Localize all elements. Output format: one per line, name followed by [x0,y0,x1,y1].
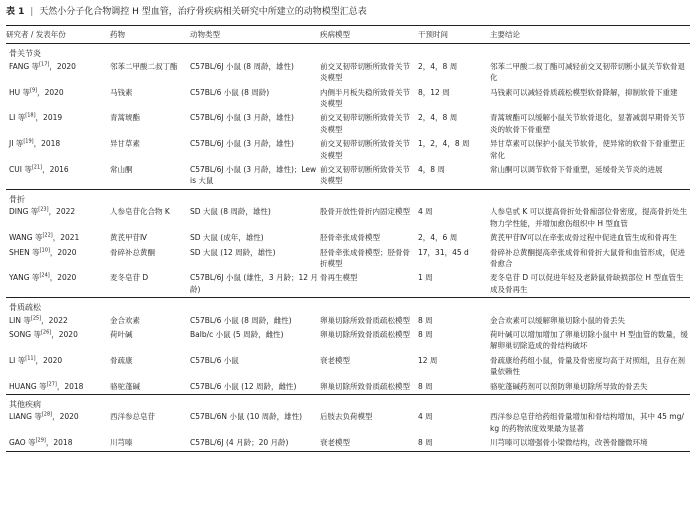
cell-animal: C57BL/6J 小鼠 (3 月龄，雄性) [190,113,294,123]
cell-time: 2，4，8 周 [418,61,458,71]
reference-number: [9] [30,87,38,94]
header-animal: 动物类型 [190,26,320,44]
cell-animal: C57BL/6J 小鼠 (雄性，3 月龄；12 月龄) [190,273,318,294]
cell-drug: 麦冬皂苷 D [110,273,149,283]
publication-year: ，2022 [48,207,76,217]
reference-number: [18] [25,112,36,119]
cell-animal: SD 大鼠 (成年，雄性) [190,233,264,243]
cell-model: 前交叉韧带切断所致骨关节炎模型 [320,113,410,134]
cell-drug: 异甘草素 [110,139,140,149]
cell-time: 12 周 [418,355,438,365]
header-author: 研究者 / 发表年份 [6,26,110,44]
cell-drug: 青蒿琥酯 [110,113,140,123]
author-name: YANG 等 [9,273,40,283]
author-name: WANG 等 [9,233,43,243]
reference-number: [28] [41,411,53,418]
cell-model: 前交叉韧带切断所致骨关节炎模型 [320,165,410,186]
cell-author [6,231,110,245]
author-name: GAO 等 [9,438,36,448]
group-title: 骨折 [6,189,690,205]
table-row [6,86,690,112]
cell-conclusion: 异甘草素可以保护小鼠关节软骨，使异常的软骨下骨重塑正常化 [490,139,685,160]
cell-animal: C57BL/6J 小鼠 (3 月龄，雄性)；Lewis 大鼠 [190,165,317,186]
cell-animal: C57BL/6 小鼠 (8 周龄，雌性) [190,315,292,325]
cell-drug: 西洋参总皂苷 [110,412,155,422]
cell-drug: 马钱素 [110,87,133,97]
cell-time: 4，8 周 [418,165,445,175]
group-header-row [6,298,690,314]
table-caption [6,6,690,18]
publication-year: ，2016 [42,165,69,175]
cell-conclusion: 金合欢素可以缓解卵巢切除小鼠的骨丢失 [490,315,625,325]
author-name: HUANG 等 [9,381,47,391]
cell-author [6,111,110,137]
cell-author [6,271,110,297]
publication-year: ，2020 [49,273,77,283]
header-drug: 药物 [110,26,190,44]
publication-year: ，2018 [56,381,84,391]
cell-model: 卵巢切除所致骨质疏松模型 [320,315,410,325]
author-name: LI 等 [9,355,26,365]
cell-drug: 人参皂苷化合物 K [110,207,170,217]
cell-drug: 黄芪甲苷Ⅳ [110,233,147,243]
cell-time: 2，4，6 周 [418,233,458,243]
cell-model: 骨再生模型 [320,273,358,283]
reference-number: [19] [23,138,34,145]
table-row [6,246,690,272]
cell-animal: Balb/c 小鼠 (5 周龄，雌性) [190,329,284,339]
cell-author [6,246,110,272]
header-time: 干预时间 [418,26,490,44]
publication-year: ，2020 [52,412,79,422]
cell-author [6,205,110,231]
cell-time: 8，12 周 [418,87,450,97]
author-name: CUI 等 [9,165,32,175]
caption-separator: | [30,7,34,17]
table-row [6,354,690,380]
cell-animal: C57BL/6 小鼠 (8 周龄) [190,87,270,97]
cell-drug: 邻苯二甲酸二叔丁酯 [110,61,178,71]
cell-model: 后肢去负荷模型 [320,412,373,422]
cell-conclusion: 西洋参总皂苷给药组骨量增加和骨结构增加，其中 45 mg/kg 的药物浓度效果最为显著 [490,412,684,433]
publication-year: ，2018 [33,139,61,149]
cell-drug: 常山酮 [110,165,133,175]
cell-model: 衰老模型 [320,436,418,451]
cell-animal: C57BL/6J (4 月龄；20 月龄) [190,436,320,451]
cell-model: 胫骨牵张成骨模型 [320,233,380,243]
cell-conclusion: 骨疏康给药组小鼠，骨量及骨密度均高于对照组，且存在剂量依赖性 [490,355,685,377]
cell-model: 前交叉韧带切断所致骨关节炎模型 [320,139,410,160]
table-title: 天然小分子化合物调控 H 型血管，治疗骨疾病相关研究中所建立的动物模型汇总表 [39,7,367,17]
reference-number: [27] [46,381,57,388]
header-model: 疾病模型 [320,26,418,44]
header-conclusion: 主要结论 [490,26,690,44]
reference-number: [10] [39,247,50,253]
cell-time: 8 周 [418,381,433,391]
table-row [6,163,690,189]
cell-animal: C57BL/6J 小鼠 (3 月龄，雄性) [190,139,294,149]
publication-year: ，2019 [35,113,63,123]
cell-animal: C57BL/6N 小鼠 (10 周龄，雄性) [190,412,303,422]
cell-conclusion: 麦冬皂苷 D 可以促进年轻及老龄鼠骨缺损部位 H 型血管生成及骨再生 [490,273,684,294]
cell-drug: 骆驼蓬碱 [110,381,140,391]
table-row [6,111,690,137]
cell-model: 衰老模型 [320,355,350,365]
publication-year: ，2022 [41,315,68,325]
reference-number: [25] [30,315,42,322]
cell-model: 胫骨牵张成骨模型；胫骨骨折模型 [320,247,410,268]
reference-number: [17] [39,61,50,68]
table-row [6,314,690,328]
cell-model: 内侧半月板失稳所致骨关节炎模型 [320,87,410,109]
cell-author [6,137,110,163]
reference-number: [26] [40,329,52,336]
table-row [6,205,690,231]
cell-author [6,354,110,380]
cell-conclusion: 常山酮可以调节软骨下骨重塑，延缓骨关节炎的进展 [490,165,663,175]
cell-conclusion: 青蒿琥酯可以缓解小鼠关节软骨退化，显著减弱早期骨关节炎的软骨下骨重塑 [490,113,685,134]
author-name: LIANG 等 [9,412,42,422]
cell-animal: SD 大鼠 (12 周龄，雄性) [190,247,276,257]
cell-conclusion: 川芎嗪可以增强骨小梁微结构，改善骨髓微环境 [490,436,690,451]
cell-conclusion: 黄芪甲苷Ⅳ可以在牵张成骨过程中促进血管生成和骨再生 [490,233,677,243]
table-number: 表 1 [6,7,25,17]
reference-number: [21] [31,164,43,171]
cell-time: 8 周 [418,436,490,451]
cell-time: 8 周 [418,315,433,325]
table-row [6,410,690,436]
cell-conclusion: 骆驼蓬碱药剂可以预防卵巢切除所导致的骨丢失 [490,381,648,391]
publication-year: ，2020 [49,247,77,257]
cell-author [6,328,110,354]
cell-author [6,60,110,86]
cell-drug: 金合欢素 [110,315,140,325]
group-header-row [6,189,690,205]
table-row [6,436,690,451]
cell-time: 1，2，4，8 周 [418,139,470,149]
table-body [6,44,690,451]
table-row [6,380,690,395]
cell-drug: 川芎嗪 [110,436,190,451]
publication-year: ，2018 [45,438,73,448]
author-name: LI 等 [9,113,26,123]
group-header-row [6,394,690,410]
cell-author [6,410,110,436]
cell-animal: C57BL/6 小鼠 [190,355,239,365]
reference-number: [23] [38,206,49,213]
reference-number: [11] [25,355,36,362]
table-row [6,271,690,297]
group-header-row [6,44,690,60]
cell-author [6,86,110,112]
reference-number: [29] [35,437,46,444]
publication-year: ，2020 [35,355,63,365]
publication-year: ，2020 [49,61,76,71]
author-name: LIN 等 [9,315,31,325]
author-name: SONG 等 [9,329,41,339]
cell-drug: 骨疏康 [110,355,133,365]
cell-time: 4 周 [418,207,433,217]
reference-number: [24] [39,272,50,279]
cell-time: 4 周 [418,412,433,422]
cell-model: 卵巢切除所致骨质疏松模型 [320,381,410,391]
author-name: SHEN 等 [9,247,40,257]
cell-model: 前交叉韧带切断所致骨关节炎模型 [320,61,410,83]
table-row [6,137,690,163]
table-header-row [6,26,690,44]
group-title: 骨关节炎 [6,44,690,60]
publication-year: ，2020 [51,329,78,339]
cell-drug: 荷叶碱 [110,329,133,339]
table-row [6,231,690,245]
group-title: 其他疾病 [6,394,690,410]
cell-conclusion: 荷叶碱可以增加增加了卵巢切除小鼠中 H 型血管的数量，缓解卵巢切除造成的骨结构破坏 [490,329,688,351]
cell-conclusion: 马钱素可以减轻骨质疏松模型软骨降解，抑制软骨下重建 [490,87,678,97]
author-name: FANG 等 [9,61,40,71]
cell-animal: C57BL/6 小鼠 (12 周龄，雌性) [190,381,297,391]
animal-model-table [6,25,690,452]
table-row [6,60,690,86]
cell-author [6,163,110,189]
cell-time: 1 周 [418,273,433,283]
cell-model: 卵巢切除所致骨质疏松模型 [320,329,410,339]
cell-conclusion: 邻苯二甲酸二叔丁酯可减轻前交叉韧带切断小鼠关节软骨退化 [490,61,685,83]
cell-model: 股骨开放性骨折内固定模型 [320,207,410,217]
cell-author [6,380,110,395]
cell-author [6,314,110,328]
cell-drug: 骨碎补总黄酮 [110,247,155,257]
author-name: DING 等 [9,207,39,217]
publication-year: ，2020 [37,87,64,97]
cell-conclusion: 骨碎补总黄酮提高牵张成骨和骨折大鼠骨和血管形成，促进骨愈合 [490,247,685,268]
author-name: HU 等 [9,87,31,97]
cell-author [6,436,110,451]
author-name: JI 等 [9,139,24,149]
cell-animal: SD 大鼠 (8 周龄，雄性) [190,207,271,217]
reference-number: [22] [42,232,53,239]
cell-time: 2，4，8 周 [418,113,458,123]
publication-year: ，2021 [52,233,80,243]
cell-time: 17，31，45 d [418,247,469,257]
group-title: 骨质疏松 [6,298,690,314]
table-row [6,328,690,354]
cell-conclusion: 人参皂甙 K 可以提高骨折处骨痂部位骨密度，提高骨折处生物力学性能，并增加愈伤组织中 H 型血管 [490,207,688,228]
cell-animal: C57BL/6J 小鼠 (8 周龄，雄性) [190,61,294,71]
cell-time: 8 周 [418,329,433,339]
